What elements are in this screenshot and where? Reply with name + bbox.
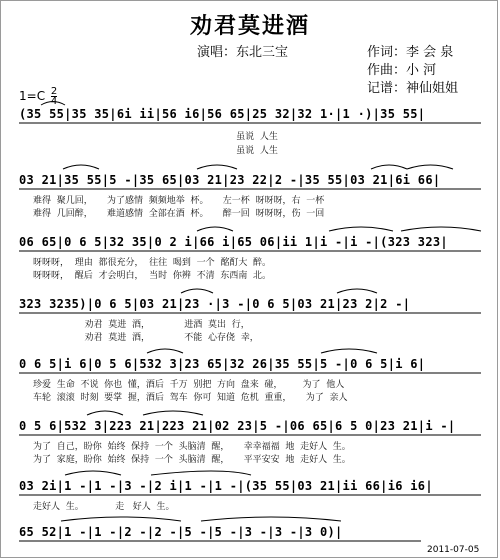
- key-signature: [19, 87, 57, 106]
- lyricist-credit: 作词：李 会 泉: [367, 45, 454, 60]
- notation-row: 323 3235)|0 6 5|03 21|23 ·|3 -|0 6 5|03 21|23 2|2 -|: [19, 297, 411, 311]
- lyric-line: 劝君 莫进 酒， 进酒 莫出 行，: [33, 320, 250, 330]
- time-signature: [51, 87, 57, 106]
- notation-row: 03 21|35 55|5 -|35 65|03 21|23 22|2 -|35 55|03 21|6i 66|: [19, 173, 441, 187]
- lyric-line: 虽说 人生: [33, 132, 278, 142]
- transcriber-credit: 记谱：神仙姐姐: [367, 81, 459, 96]
- notation-row: 65 52|1 -|1 -|2 -|2 -|5 -|5 -|3 -|3 -|3 0)|: [19, 525, 343, 539]
- lyric-line: 劝君 莫进 酒， 不能 心存侥 幸，: [33, 333, 259, 343]
- lyric-line: 为了 自己，盼你 始终 保持 一个 头脑清 醒， 幸幸福福 地 走好人 生。: [33, 442, 351, 452]
- lyric-line: 虽说 人生: [33, 146, 278, 156]
- lyric-line: 走好人 生。 走 好人 生。: [33, 502, 175, 512]
- lyric-line: 珍爱 生命 不说 你也 懂，酒后 千万 别把 方向 盘来 碰， 为了 他人: [33, 380, 345, 390]
- lyric-line: 呀呀呀， 理由 都很充分， 往往 喝到 一个 酩酊大 醉。: [33, 258, 272, 268]
- time-denominator: 4: [50, 96, 58, 107]
- lyric-line: 车轮 滚滚 时刻 要掌 握，酒后 驾车 你可 知道 危机 重重， 为了 亲人: [33, 393, 348, 403]
- notation-row: 03 2i|1 -|1 -|3 -|2 i|1 -|1 -|(35 55|03 21|ii 66|i6 i6|: [19, 479, 433, 493]
- notation-row: 0 5 6|532 3|223 21|223 21|02 23|5 -|06 65|6 5 0|23 21|i -|: [19, 419, 456, 433]
- time-numerator: 2: [50, 86, 58, 97]
- lyric-line: 呀呀呀， 醒后 才会明白， 当时 你辨 不清 东西南 北。: [33, 271, 272, 281]
- lyric-line: 难得 聚几回， 为了感情 频频地举 杯。 左一杯 呀呀呀，右 一杯: [33, 196, 325, 206]
- composer-credit: 作曲：小 河: [367, 63, 437, 78]
- key-label: 1=C: [19, 89, 46, 103]
- lyric-line: 为了 家庭，盼你 始终 保持 一个 头脑清 醒， 平平安安 地 走好人 生。: [33, 455, 351, 465]
- song-title: 劝君莫进酒: [189, 14, 310, 39]
- notation-row: 0 6 5|i 6|0 5 6|532 3|23 65|32 26|35 55|5 -|0 6 5|i 6|: [19, 357, 426, 371]
- notation-row: (35 55|35 35|6i ii|56 i6|56 65|25 32|32 1·|1 ·)|35 55|: [19, 107, 426, 121]
- notation-row: 06 65|0 6 5|32 35|0 2 i|66 i|65 06|ii 1|i -|i -|(323 323|: [19, 235, 448, 249]
- lyric-line: 难得 几回醉， 难道感情 全部在酒 杯。 醉一回 呀呀呀，伤 一回: [33, 209, 325, 219]
- singer-credit: 演唱：东北三宝: [197, 45, 289, 60]
- transcription-date: 2011-07-05: [427, 545, 480, 555]
